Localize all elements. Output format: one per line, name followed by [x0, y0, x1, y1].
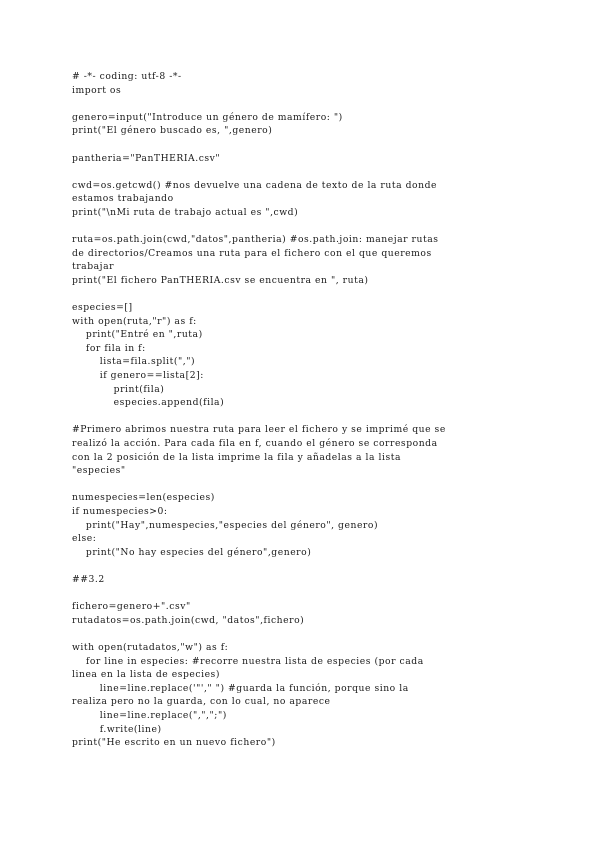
code-line: print("El fichero PanTHERIA.csv se encuentra en ", ruta) [72, 274, 369, 286]
code-line: cwd=os.getcwd() #nos devuelve una cadena de texto de la ruta donde [72, 179, 437, 191]
code-line: with open(rutadatos,"w") as f: [72, 641, 229, 653]
code-line: print("Entré en ",ruta) [72, 329, 203, 341]
code-line: ruta=os.path.join(cwd,"datos",pantheria) #os.path.join: manejar rutas [72, 234, 439, 246]
code-line: lista=fila.split(",") [72, 356, 196, 368]
code-line: de directorios/Creamos una ruta para el fichero con el que queremos [72, 247, 432, 259]
code-line: line=line.replace('"'," ") #guarda la función, porque sino la [72, 682, 409, 694]
code-line: numespecies=len(especies) [72, 492, 215, 504]
code-line: import os [72, 84, 122, 96]
code-line: ##3.2 [72, 573, 105, 585]
code-line: print("El género buscado es, ",genero) [72, 125, 273, 137]
code-line: f.write(line) [72, 723, 162, 735]
code-listing [72, 70, 532, 750]
code-line: realizó la acción. Para cada fila en f, cuando el género se corresponda [72, 438, 438, 450]
blank-line [72, 165, 532, 179]
code-line: print("No hay especies del género",genero) [72, 546, 312, 558]
blank-line [72, 288, 532, 302]
code-line: if genero==lista[2]: [72, 370, 204, 382]
code-line: else: [72, 533, 97, 545]
code-line: with open(ruta,"r") as f: [72, 315, 197, 327]
code-line: especies.append(fila) [72, 397, 225, 409]
blank-line [72, 627, 532, 641]
code-line: pantheria="PanTHERIA.csv" [72, 152, 221, 164]
blank-line [72, 220, 532, 234]
blank-line [72, 587, 532, 601]
code-line: print(fila) [72, 383, 165, 395]
code-line: linea en la lista de especies) [72, 669, 220, 681]
blank-line [72, 138, 532, 152]
blank-line [72, 559, 532, 573]
code-line: realiza pero no la guarda, con lo cual, no aparece [72, 696, 331, 708]
code-line: print("\nMi ruta de trabajo actual es ",cwd) [72, 206, 299, 218]
code-line: genero=input("Introduce un género de mamífero: ") [72, 111, 343, 123]
blank-line [72, 478, 532, 492]
code-line: con la 2 posición de la lista imprime la fila y añadelas a la lista [72, 451, 402, 463]
code-line: trabajar [72, 261, 115, 273]
code-line: print("He escrito en un nuevo fichero") [72, 737, 276, 749]
code-line: line=line.replace(",",";") [72, 709, 227, 721]
code-line: #Primero abrimos nuestra ruta para leer el fichero y se imprimé que se [72, 424, 446, 436]
code-line: for line in especies: #recorre nuestra lista de especies (por cada [72, 655, 424, 667]
code-line: rutadatos=os.path.join(cwd, "datos",fichero) [72, 614, 305, 626]
code-line: for fila in f: [72, 342, 146, 354]
code-line: print("Hay",numespecies,"especies del género", genero) [72, 519, 379, 531]
code-line: if numespecies>0: [72, 506, 168, 517]
blank-line [72, 410, 532, 424]
code-line: fichero=genero+".csv" [72, 601, 191, 613]
code-line: estamos trabajando [72, 193, 174, 205]
code-line: "especies" [72, 465, 126, 477]
blank-line [72, 97, 532, 111]
code-line: especies=[] [72, 302, 133, 314]
code-line: # -*- coding: utf-8 -*- [72, 71, 182, 82]
